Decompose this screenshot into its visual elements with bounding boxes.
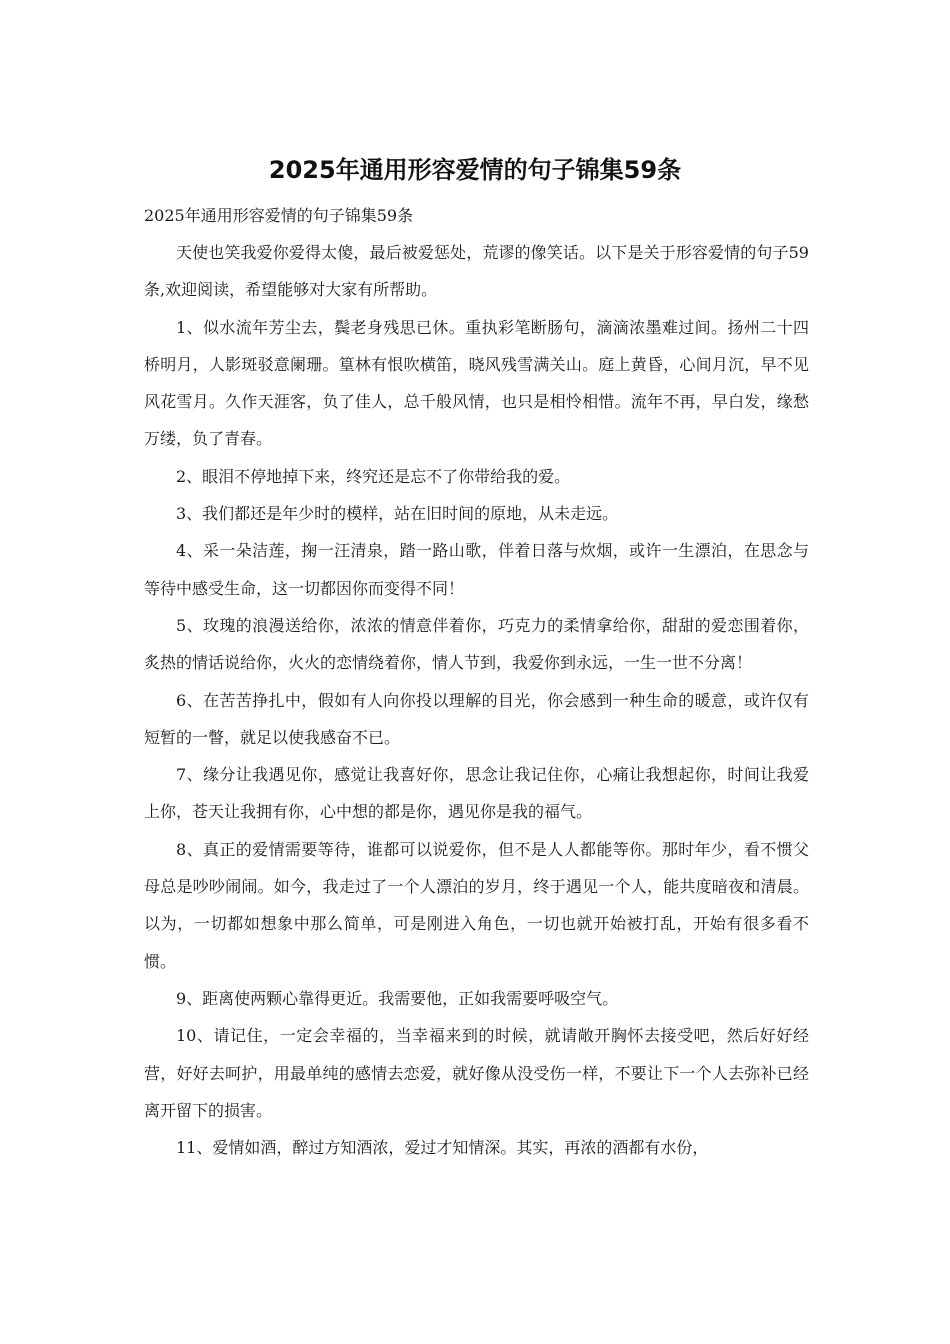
sentence-item-1: 1、似水流年芳尘去，鬓老身残思已休。重执彩笔断肠句，滴滴浓墨难过间。扬州二十四桥明月，人影斑驳意阑珊。篁林有恨吹横笛，晓风残雪满关山。庭上黄昏，心间月沉，早不见风花雪月。久作天涯客，负了佳人，总千般风情，也只是相怜相惜。流年不再，早白发，缘愁万缕，负了青春。 xyxy=(144,317,809,449)
sentence-item-11: 11、爱情如酒，醉过方知酒浓，爱过才知情深。其实，再浓的酒都有水份， xyxy=(176,1138,709,1158)
sentence-item-6: 6、在苦苦挣扎中，假如有人向你投以理解的目光，你会感到一种生命的暖意，或许仅有短暂的一瞥，就足以使我感奋不已。 xyxy=(144,690,809,747)
sentence-item-8: 8、真正的爱情需要等待，谁都可以说爱你，但不是人人都能等你。那时年少，看不惯父母总是吵吵闹闹。如今，我走过了一个人漂泊的岁月，终于遇见一个人，能共度暗夜和清晨。以为，一切都如想象中那么简单，可是刚进入角色，一切也就开始被打乱，开始有很多看不惯。 xyxy=(144,839,809,971)
document-body xyxy=(144,197,809,1166)
sentence-item-10: 10、请记住，一定会幸福的，当幸福来到的时候，就请敞开胸怀去接受吧，然后好好经营，好好去呵护，用最单纯的感情去恋爱，就好像从没受伤一样，不要让下一个人去弥补已经离开留下的损害。 xyxy=(144,1026,809,1120)
sentence-item-2: 2、眼泪不停地掉下来，终究还是忘不了你带给我的爱。 xyxy=(176,466,571,486)
intro-paragraph: 天使也笑我爱你爱得太傻，最后被爱惩处，荒谬的像笑话。以下是关于形容爱情的句子59条,欢迎阅读，希望能够对大家有所帮助。 xyxy=(144,243,809,300)
sentence-item-9: 9、距离使两颗心靠得更近。我需要他，正如我需要呼吸空气。 xyxy=(176,988,619,1008)
document-title: 2025年通用形容爱情的句子锦集59条 xyxy=(268,156,682,184)
sentence-item-5: 5、玫瑰的浪漫送给你，浓浓的情意伴着你，巧克力的柔情拿给你，甜甜的爱恋围着你，炙热的情话说给你，火火的恋情绕着你，情人节到，我爱你到永远，一生一世不分离！ xyxy=(144,615,809,673)
sentence-item-3: 3、我们都还是年少时的模样，站在旧时间的原地，从未走远。 xyxy=(176,504,619,524)
sentence-item-4: 4、采一朵洁莲，掬一汪清泉，踏一路山歌，伴着日落与炊烟，或许一生漂泊，在思念与等待中感受生命，这一切都因你而变得不同！ xyxy=(144,541,809,598)
document-subtitle: 2025年通用形容爱情的句子锦集59条 xyxy=(144,206,414,225)
sentence-item-7: 7、缘分让我遇见你，感觉让我喜好你，思念让我记住你，心痛让我想起你，时间让我爱上你，苍天让我拥有你，心中想的都是你，遇见你是我的福气。 xyxy=(144,765,809,822)
